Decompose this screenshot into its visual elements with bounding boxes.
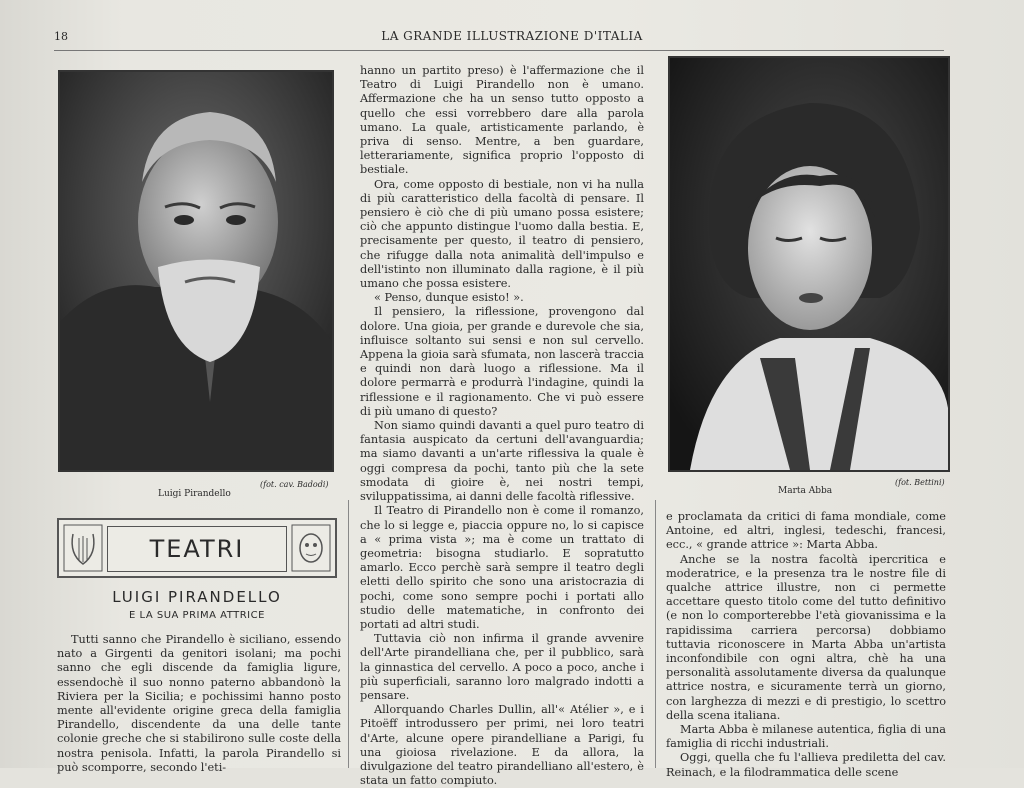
paragraph: Non siamo quindi davanti a quel puro teatro di fantasia auspicato da certuni dell'avanguardia; ma siamo davanti a un'arte riflessiva la quale è oggi compresa da pochi, tanto più che la sete smodata di gioire è, nei nostri tempi, sviluppatissima, ai danni delle facoltà riflessive. [360, 419, 644, 504]
banner-frame [107, 526, 287, 572]
running-title: LA GRANDE ILLUSTRAZIONE D'ITALIA [381, 29, 643, 43]
credit-right: (fot. Bettini) [895, 478, 945, 487]
paragraph: Il Teatro di Pirandello non è come il romanzo, che lo si legge e, piaccia oppure no, lo si capisce a « prima vista »; ma è come un trattato di geometria: bisogna studiarlo. E sopratutto amarlo. Ecco perchè sarà sempre il teatro degli eletti dello spirito che sono una aristocrazia di pochi, come sono sempre pochi i portati allo studio delle matematiche, in confronto dei portati ad altri studi. [360, 504, 644, 631]
column-rule-1 [348, 500, 349, 768]
article-column-3 [666, 510, 946, 779]
paragraph: Il pensiero, la riflessione, provengono dal dolore. Una gioia, per grande e durevole che sia, influisce soltanto sui sensi e non sul cervello. Appena la gioia sarà sfumata, non lascerà traccia e quindi non darà luogo a riflessione. Ma il dolore permarrà e produrrà l'indagine, quindi la riflessione e il ragionamento. Che vi può essere di più umano di questo? [360, 305, 644, 418]
article-title: LUIGI PIRANDELLO [112, 588, 282, 606]
paragraph: Ora, come opposto di bestiale, non vi ha nulla di più caratteristico della facoltà di pensare. Il pensiero è ciò che di più umano possa esistere; ciò che appunto distingue l'uomo dalla bestia. E, precisamente per questo, il teatro di pensiero, che rifugge dalla nota animalità dell'impulso e dell'istinto non illuminato dalla ragione, è il più umano che possa esistere. [360, 177, 644, 291]
caption-left: Luigi Pirandello [158, 489, 231, 499]
paragraph: Tuttavia ciò non infirma il grande avvenire dell'Arte pirandelliana che, per il pubblico, sarà la ginnastica del cervello. A poco a poco, anche i più superficiali, saranno loro malgrado indotti a pensare. [360, 632, 644, 702]
section-banner-title: TEATRI [149, 535, 245, 563]
section-banner [57, 518, 337, 578]
article-subtitle: E LA SUA PRIMA ATTRICE [129, 610, 265, 621]
column-rule-2 [655, 500, 656, 768]
mask-ornament-icon [291, 524, 331, 572]
paragraph: Tutti sanno che Pirandello è siciliano, essendo nato a Girgenti da genitori isolani; ma pochi sanno che egli discende da famiglia ligure, essendochè il suo nonno paterno abbandonò la Riviera per la Sicilia; e pochissimi hanno posto mente all'evidente origine greca della famiglia Pirandello, discendente da una delle tante colonie greche che si stabilirono sulle coste della nostra penisola. Infatti, la parola Pirandello si può scomporre, secondo l'eti- [57, 633, 341, 774]
paragraph: e proclamata da critici di fama mondiale, come Antoine, ed altri, inglesi, tedeschi, francesi, ecc., « grande attrice »: Marta Abba. [666, 510, 946, 552]
caption-right: Marta Abba [778, 486, 833, 496]
paragraph: « Penso, dunque esisto! ». [374, 291, 524, 305]
paragraph: hanno un partito preso) è l'affermazione che il Teatro di Luigi Pirandello non è umano. Affermazione che ha un senso tutto opposto a quello che essi vorrebbero dare alla parola umano. La quale, artisticamente parlando, è priva di senso. Mentre, a ben guardare, letterariamente, significa proprio l'opposto di bestiale. [360, 64, 644, 177]
paragraph: Anche se la nostra facoltà ipercritica e moderatrice, e la presenza tra le nostre file di qualche attrice illustre, non ci permette accettare questo titolo come del tutto definitivo (e non lo comporterebbe l'età giovanissima e la rapidissima carriera percorsa) dobbiamo tuttavia riconoscere in Marta Abba un'artista inconfondibile con ogni altra, chè ha una personalità assolutamente diversa da qualunque attrice nostra, e sicuramente terrà un giorno, con larghezza di mezzi e di prestigio, lo scettro della scena italiana. [666, 552, 946, 722]
header-rule [54, 50, 944, 51]
portrait-photo-pirandello [58, 70, 334, 472]
credit-left: (fot. cav. Badodi) [260, 480, 329, 489]
paragraph: Oggi, quella che fu l'allieva prediletta del cav. Reinach, e la filodrammatica delle scene [666, 751, 946, 779]
paragraph: Allorquando Charles Dullin, all'« Atélier », e i Pitoëff introdussero per primi, nei loro teatri d'Arte, alcune opere pirandelliane a Parigi, fu una gioiosa rivelazione. E da allora, la divulgazione del teatro pirandelliano all'estero, è stata un fatto compiuto. [360, 703, 644, 788]
paragraph: Marta Abba è milanese autentica, figlia di una famiglia di ricchi industriali. [666, 723, 946, 751]
article-column-2 [360, 64, 644, 788]
article-column-1 [57, 633, 341, 774]
page-header [0, 26, 1024, 46]
page-number: 18 [54, 30, 68, 43]
portrait-photo-marta-abba [668, 56, 950, 472]
lyre-ornament-icon [63, 524, 103, 572]
